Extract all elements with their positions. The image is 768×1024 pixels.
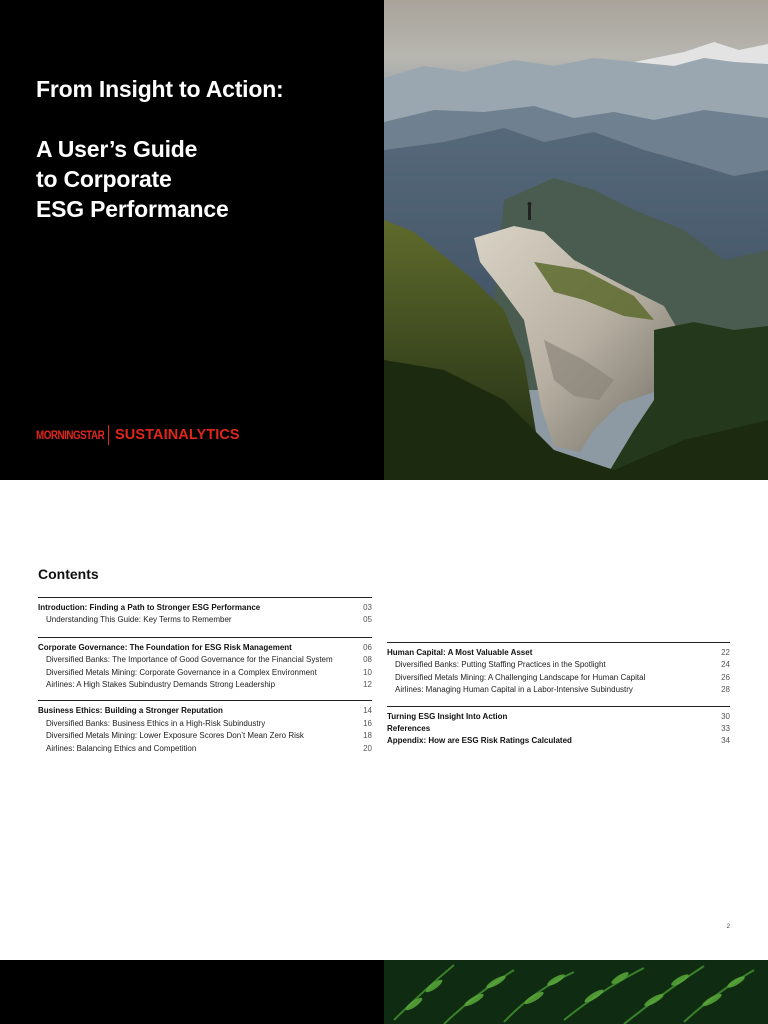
- toc-entry-title: Corporate Governance: The Foundation for ESG Risk Management: [38, 642, 292, 652]
- toc-entry-page: 34: [721, 736, 730, 746]
- toc-entry-page: 12: [363, 680, 372, 690]
- cover-title-line: ESG Performance: [36, 196, 229, 222]
- toc-right-column: [387, 597, 730, 748]
- toc-entry[interactable]: [38, 614, 372, 626]
- toc-entry-page: 22: [721, 648, 730, 657]
- toc-entry[interactable]: [38, 705, 372, 717]
- toc-entry-title: Business Ethics: Building a Stronger Reputation: [38, 706, 223, 716]
- toc-entry-page: 33: [721, 724, 730, 734]
- toc-entry-page: 06: [363, 642, 372, 652]
- toc-entry-page: 20: [363, 743, 372, 753]
- toc-entry[interactable]: [387, 735, 730, 747]
- toc-entry-page: 30: [721, 711, 730, 721]
- toc-entry[interactable]: [387, 647, 730, 659]
- toc-entry-page: 14: [363, 706, 372, 716]
- toc-entry-title: Airlines: A High Stakes Subindustry Demands Strong Leadership: [46, 680, 276, 690]
- toc-entry[interactable]: [38, 642, 372, 654]
- toc-entry-title: Turning ESG Insight Into Action: [387, 711, 508, 721]
- toc-entry-title: Diversified Banks: Putting Staffing Practices in the Spotlight: [395, 660, 606, 670]
- toc-section: [387, 642, 730, 700]
- toc-section: [38, 700, 372, 755]
- morningstar-logo: MORNINGSTAR: [36, 428, 105, 442]
- toc-entry[interactable]: [38, 654, 372, 666]
- toc-section: [38, 637, 372, 695]
- toc-entry[interactable]: [38, 718, 372, 730]
- toc-section: [387, 706, 730, 748]
- fern-leaves-image: [384, 960, 768, 1024]
- cover-title-line: From Insight to Action:: [36, 76, 284, 102]
- toc-entry[interactable]: [387, 672, 730, 684]
- toc-entry[interactable]: [387, 723, 730, 735]
- toc-entry-page: 05: [363, 615, 372, 625]
- contents-heading: Contents: [38, 566, 99, 582]
- page-number: 2: [726, 924, 730, 930]
- logo-divider: [108, 425, 109, 445]
- toc-entry-page: 03: [363, 603, 372, 612]
- toc-entry-title: Human Capital: A Most Valuable Asset: [387, 648, 533, 657]
- toc-entry[interactable]: [38, 743, 372, 755]
- toc-entry-title: Diversified Metals Mining: A Challenging Landscape for Human Capital: [395, 672, 646, 682]
- toc-entry-title: Airlines: Managing Human Capital in a Labor-Intensive Subindustry: [395, 685, 633, 695]
- cover-title-line: A User’s Guide: [36, 136, 198, 162]
- toc-left-column: [38, 597, 372, 755]
- toc-entry-page: 24: [721, 660, 730, 670]
- toc-entry-title: Airlines: Balancing Ethics and Competition: [46, 743, 197, 753]
- mountain-photo: [384, 0, 768, 480]
- toc-entry-title: Understanding This Guide: Key Terms to Remember: [46, 615, 232, 625]
- toc-entry[interactable]: [38, 667, 372, 679]
- sustainalytics-logo: SUSTAINALYTICS: [115, 427, 240, 443]
- toc-section: [38, 597, 372, 630]
- toc-entry-title: References: [387, 724, 431, 734]
- footer-black-panel: [0, 960, 384, 1024]
- toc-entry-page: 18: [363, 731, 372, 741]
- toc-entry-page: 28: [721, 685, 730, 695]
- toc-entry-title: Appendix: How are ESG Risk Ratings Calculated: [387, 736, 572, 746]
- toc-entry-title: Diversified Banks: Business Ethics in a High-Risk Subindustry: [46, 718, 266, 728]
- brand-logo: [36, 424, 240, 446]
- toc-entry-page: 08: [363, 655, 372, 665]
- footer-strip: [0, 960, 768, 1024]
- toc-entry[interactable]: [38, 602, 372, 614]
- toc-entry-title: Diversified Banks: The Importance of Good Governance for the Financial System: [46, 655, 333, 665]
- toc-entry[interactable]: [38, 679, 372, 691]
- toc-entry[interactable]: [38, 730, 372, 742]
- toc-entry[interactable]: [387, 684, 730, 696]
- cover-title-line: to Corporate: [36, 166, 172, 192]
- fern-photo: [384, 960, 768, 1024]
- cover: [0, 0, 768, 480]
- toc-entry-title: Introduction: Finding a Path to Stronger ESG Performance: [38, 603, 261, 612]
- toc-entry[interactable]: [387, 711, 730, 723]
- toc-entry-page: 26: [721, 672, 730, 682]
- cover-title: [36, 74, 356, 224]
- toc-entry-title: Diversified Metals Mining: Lower Exposure Scores Don’t Mean Zero Risk: [46, 731, 304, 741]
- toc-entry-page: 16: [363, 718, 372, 728]
- cover-panel: [0, 0, 384, 480]
- toc-entry-page: 10: [363, 667, 372, 677]
- toc-entry[interactable]: [387, 659, 730, 671]
- toc-entry-title: Diversified Metals Mining: Corporate Governance in a Complex Environment: [46, 667, 317, 677]
- mountain-landscape-image: [384, 0, 768, 480]
